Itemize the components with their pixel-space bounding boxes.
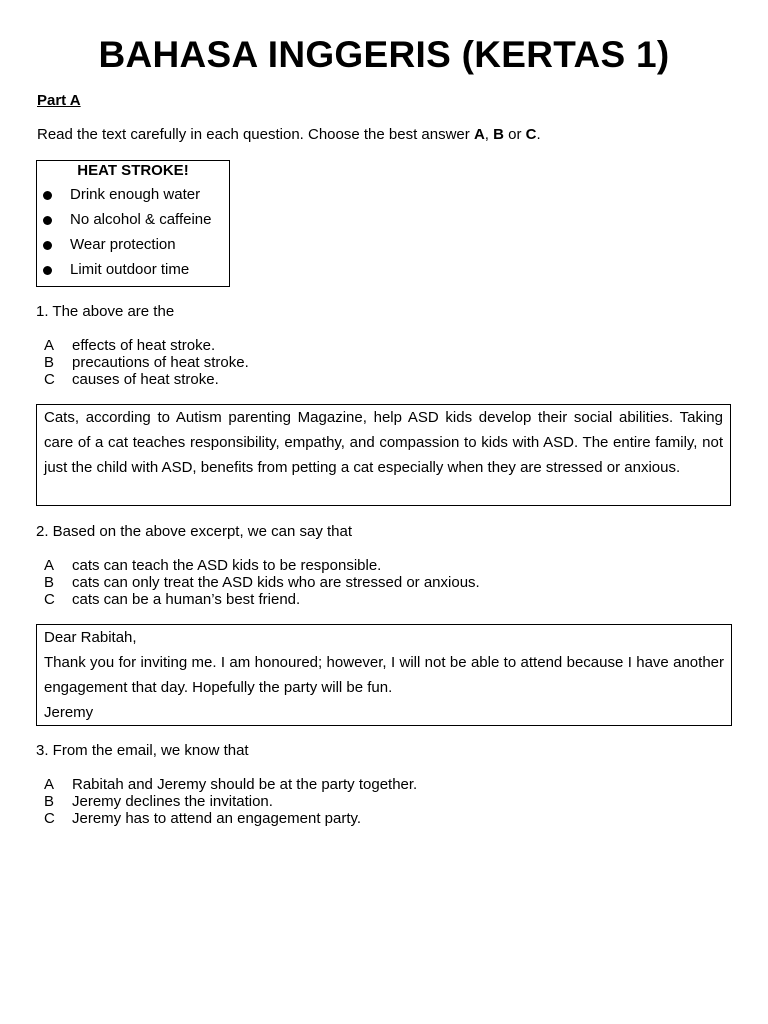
instructions-sep-1: ,	[484, 126, 494, 143]
question-1-option-a[interactable]	[44, 337, 215, 354]
notice-item-text: Wear protection	[70, 236, 176, 253]
question-1-option-b[interactable]	[44, 354, 249, 371]
option-text: effects of heat stroke.	[72, 337, 216, 354]
instructions-option-c: C	[525, 126, 537, 143]
option-text: precautions of heat stroke.	[72, 354, 249, 371]
option-letter: C	[44, 371, 55, 388]
email-content	[37, 625, 731, 725]
excerpt-text: Cats, according to Autism parenting Magazine, help ASD kids develop their social abilities. Taking care of a cat teaches responsibility, empathy, and compassion to kids with ASD. The entire family, not just the child with ASD, benefits from petting a cat especially when they are stressed or anxious.	[44, 409, 723, 476]
option-text: cats can teach the ASD kids to be responsible.	[72, 557, 382, 574]
option-text: cats can be a human’s best friend.	[72, 591, 301, 608]
bullet-icon	[43, 266, 52, 275]
instructions-end: .	[536, 126, 541, 143]
question-1-option-c[interactable]	[44, 371, 219, 388]
instructions-option-a: A	[473, 126, 485, 143]
bullet-icon	[43, 216, 52, 225]
question-2-option-c[interactable]	[44, 591, 300, 608]
instructions-sep-2: or	[503, 126, 526, 143]
email-signoff: Jeremy	[44, 704, 94, 721]
instructions-option-b: B	[493, 126, 504, 143]
question-1-stem: 1. The above are the	[36, 303, 175, 320]
option-letter: A	[44, 557, 55, 574]
cats-excerpt-box	[36, 404, 731, 506]
option-letter: B	[44, 354, 55, 371]
option-text: Jeremy declines the invitation.	[72, 793, 273, 810]
email-box	[36, 624, 732, 726]
option-text: causes of heat stroke.	[72, 371, 219, 388]
notice-item-text: Limit outdoor time	[70, 261, 190, 278]
heat-stroke-notice	[36, 160, 230, 287]
bullet-icon	[43, 241, 52, 250]
option-letter: B	[44, 793, 55, 810]
question-2-stem: 2. Based on the above excerpt, we can say that	[36, 523, 353, 540]
option-text: cats can only treat the ASD kids who are stressed or anxious.	[72, 574, 480, 591]
question-3-stem: 3. From the email, we know that	[36, 742, 249, 759]
page-title: BAHASA INGGERIS (KERTAS 1)	[98, 34, 670, 75]
option-letter: A	[44, 776, 55, 793]
email-greeting: Dear Rabitah,	[44, 629, 137, 646]
notice-heading: HEAT STROKE!	[77, 162, 189, 179]
part-label: Part A	[37, 92, 81, 109]
option-letter: C	[44, 591, 55, 608]
instructions	[37, 126, 541, 143]
question-3-option-a[interactable]	[44, 776, 417, 793]
option-text: Jeremy has to attend an engagement party.	[72, 810, 362, 827]
option-letter: B	[44, 574, 55, 591]
question-2-option-a[interactable]	[44, 557, 381, 574]
question-3-option-c[interactable]	[44, 810, 361, 827]
option-letter: A	[44, 337, 55, 354]
question-3-option-b[interactable]	[44, 793, 273, 810]
option-text: Rabitah and Jeremy should be at the party together.	[72, 776, 418, 793]
bullet-icon	[43, 191, 52, 200]
option-letter: C	[44, 810, 55, 827]
email-body: Thank you for inviting me. I am honoured; however, I will not be able to attend because I have another engagement that day. Hopefully the party will be fun.	[44, 654, 724, 696]
question-2-option-b[interactable]	[44, 574, 480, 591]
notice-item-text: Drink enough water	[70, 186, 201, 203]
notice-item-text: No alcohol & caffeine	[70, 211, 212, 228]
instructions-text: Read the text carefully in each question. Choose the best answer	[37, 126, 474, 143]
